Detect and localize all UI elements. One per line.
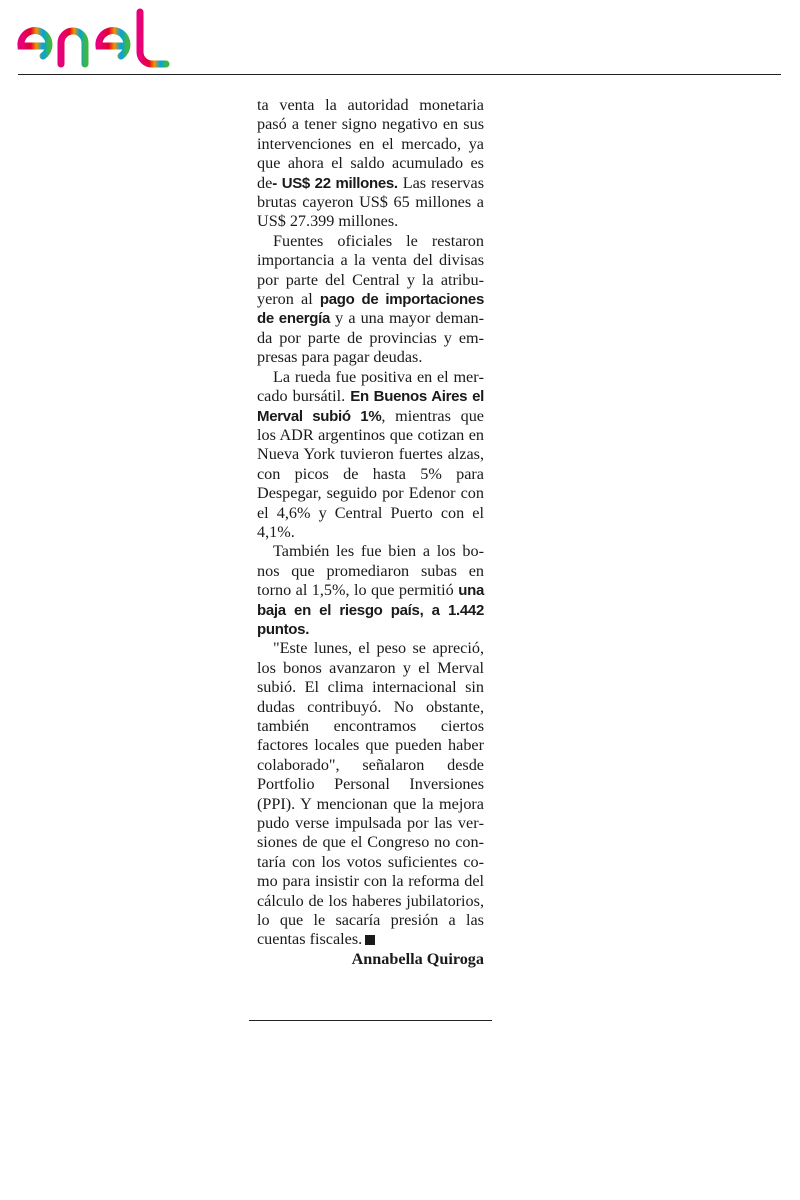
- end-of-article-mark: [365, 935, 375, 945]
- article-body: [257, 96, 484, 969]
- paragraph-2: Fuentes oficiales le restaron importancia a la venta del divisas por parte del Central y la atribuyeron al pago de importaciones de energía y a una mayor demanda por parte de provincias y empresas para pagar deudas.: [257, 231, 484, 367]
- paragraph-5: "Este lunes, el peso se apreció, los bonos avanzaron y el Merval subió. El clima internacional sin dudas contribuyó. No obstante, también encontramos ciertos factores locales que pueden haber colaborado", señalaron desde Portfolio Personal Inversiones (PPI). Y mencionan que la mejora pudo verse impulsada por las versiones de que el Congreso no contaría con los votos suficientes como para insistir con la reforma del cálculo de los haberes jubilatorios, lo que le sacaría presión a las cuentas fiscales.: [257, 639, 484, 949]
- paragraph-1: ta venta la autoridad monetaria pasó a tener signo negativo en sus intervenciones en el mercado, ya que ahora el saldo acumulado es de- US$ 22 millones. Las reservas brutas cayeron US$ 65 millones a US$ 27.399 millones.: [257, 96, 485, 231]
- paragraph-4: También les fue bien a los bonos que promediaron subas en torno al 1,5%, lo que permitió una baja en el riesgo país, a 1.442 puntos.: [257, 542, 484, 638]
- author-byline: Annabella Quiroga: [351, 949, 484, 968]
- enel-logo: [16, 8, 181, 70]
- logo-text: enel: [16, 8, 18, 9]
- header-divider: [18, 74, 781, 75]
- footer-divider: [249, 1020, 492, 1021]
- paragraph-3: La rueda fue positiva en el mercado bursátil. En Buenos Aires el Merval subió 1%, mientras que los ADR argentinos que cotizan en Nueva York tuvieron fuertes alzas, con picos de hasta 5% para Despegar, seguido por Edenor con el 4,6% y Central Puerto con el 4,1%.: [257, 367, 484, 541]
